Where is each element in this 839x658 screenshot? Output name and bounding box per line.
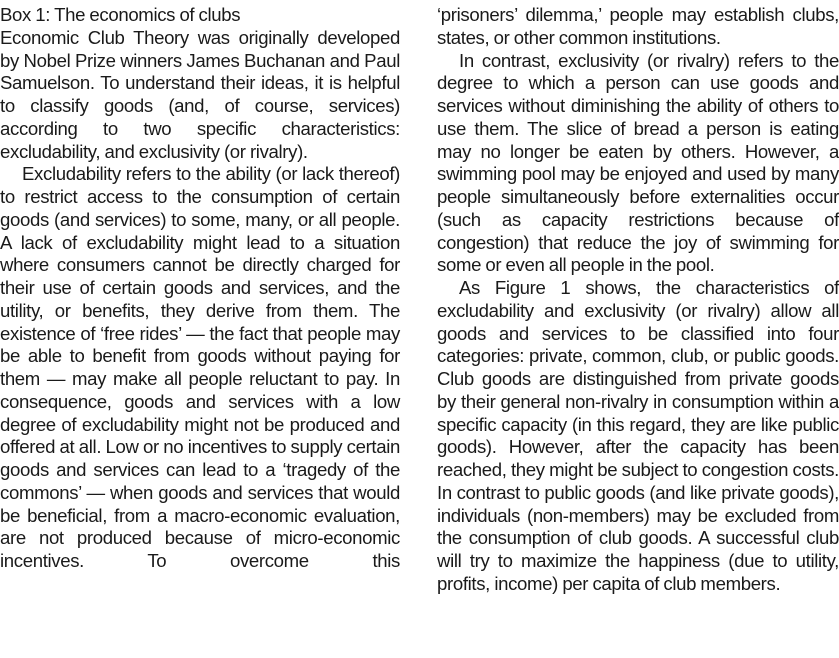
paragraph-intro: Economic Club Theory was originally developed by Nobel Prize winners James Buchanan and Paul Samuelson. To understand their ideas, it is helpful to classify goods (and, of course, services) according to two specific characteristics: excludability, and exclusivity (or rivalry). — [0, 26, 400, 162]
paragraph-prisoners-dilemma: ‘prisoners’ dilemma,’ people may establish clubs, states, or other common institutions. — [437, 4, 839, 48]
paragraph-excludability: Excludability refers to the ability (or lack thereof) to restrict access to the consumption of certain goods (and services) to some, many, or all people. A lack of excludability might lead to a situation where consumers cannot be directly charged for their use of certain goods and services, and the utility, or benefits, they derive from them. The existence of ‘free rides’ — the fact that people may be able to benefit from goods without paying for them — may make all people reluctant to pay. In consequence, goods and services with a low degree of excludability might not be produced and offered at all. Low or no incentives to supply certain goods and services can lead to a ‘tragedy of the commons’ — when goods and services that would be beneficial, from a macro-economic evaluation, are not produced because of micro-economic incentives. To overcome this — [0, 163, 400, 571]
left-column — [0, 4, 400, 573]
box-title: Box 1: The economics of clubs — [0, 4, 241, 25]
paragraph-exclusivity: In contrast, exclusivity (or rivalry) refers to the degree to which a person can use goods and services without diminishing the ability of others to use them. The slice of bread a person is eating may no longer be eaten by others. However, a swimming pool may be enjoyed and used by many people simultaneously before externalities occur (such as capacity restrictions because of congestion) that reduce the joy of swimming for some or even all people in the pool. — [437, 49, 839, 276]
paragraph-figure-classification: As Figure 1 shows, the characteristics of excludability and exclusivity (or rivalry) allow all goods and services to be classified into four categories: private, common, club, or public goods. Club goods are distinguished from private goods by their general non-rivalry in consumption within a specific capacity (in this regard, they are like public goods). However, after the capacity has been reached, they might be subject to congestion costs. In contrast to public goods (and like private goods), individuals (non-members) may be excluded from the consumption of club goods. A successful club will try to maximize the happiness (due to utility, profits, income) per capita of club members. — [437, 277, 839, 594]
right-column — [437, 4, 839, 596]
